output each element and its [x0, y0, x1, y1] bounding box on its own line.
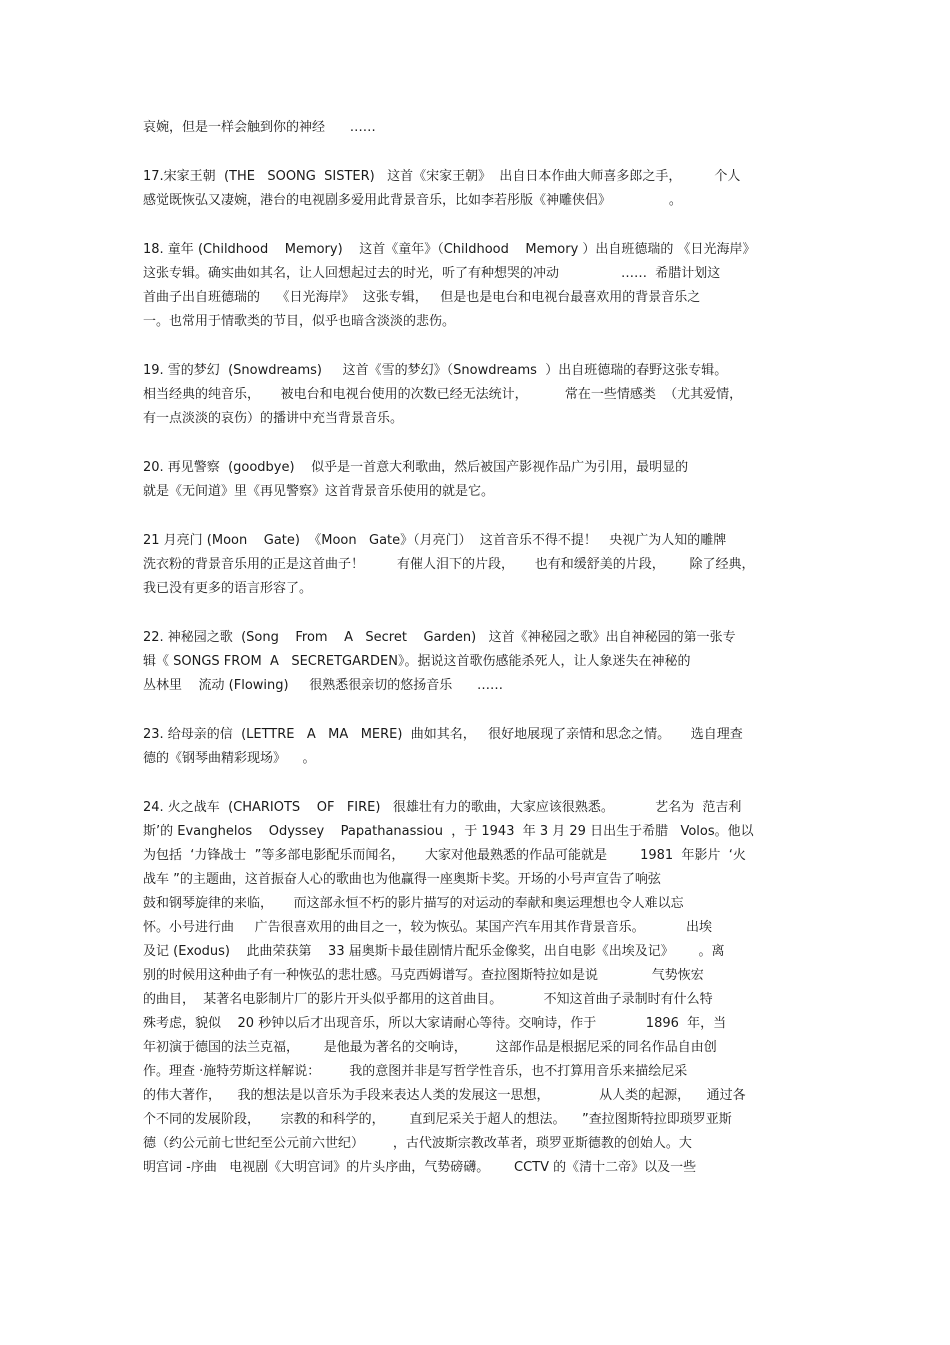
text-line: 殊考虑，貌似 20 秒钟以后才出现音乐，所以大家请耐心等待。交响诗，作于 1896 年，当 — [143, 1016, 727, 1031]
paragraph-18-childhood-memory — [143, 238, 808, 334]
text-line: 20. 再见警察 (goodbye) 似乎是一首意大利歌曲，然后被国产影视作品广为引用，最明显的 — [143, 460, 689, 475]
text-line: 战车 ”的主题曲，这首振奋人心的歌曲也为他赢得一座奥斯卡奖。开场的小号声宣告了响弦 — [143, 872, 661, 887]
paragraph-22-secret-garden — [143, 626, 808, 698]
text-line: 及记 (Exodus) 此曲荣获第 33 届奥斯卡最佳剧情片配乐金像奖，出自电影《出埃及记》 。离 — [143, 944, 725, 959]
text-line: 为包括 ‘力锋战士 ”等多部电影配乐而闻名， 大家对他最熟悉的作品可能就是 1981 年影片 ‘火 — [143, 848, 746, 863]
text-line: 一。也常用于情歌类的节目，似乎也暗含淡淡的悲伤。 — [143, 314, 456, 329]
text-line: 德的《钢琴曲精彩现场》 。 — [143, 751, 316, 766]
text-line: 相当经典的纯音乐， 被电台和电视台使用的次数已经无法统计， 常在一些情感类 （尤其爱情， — [143, 387, 743, 402]
text-line: 的伟大著作， 我的想法是以音乐为手段来表达人类的发展这一思想， 从人类的起源， 通过各 — [143, 1088, 746, 1103]
text-line: 德（约公元前七世纪至公元前六世纪） ，古代波斯宗教改革者，琐罗亚斯德教的创始人。大 — [143, 1136, 692, 1151]
text-line: 有一点淡淡的哀伤）的播讲中充当背景音乐。 — [143, 411, 404, 426]
text-line: 24. 火之战车 (CHARIOTS OF FIRE) 很雄壮有力的歌曲，大家应该很熟悉。 艺名为 范吉利 — [143, 800, 742, 815]
paragraph-19-snowdreams — [143, 359, 808, 431]
paragraph-23-lettre-a-ma-mere — [143, 723, 808, 771]
text-line: 21 月亮门 (Moon Gate) 《Moon Gate》（月亮门） 这首音乐不得不提！ 央视广为人知的雕牌 — [143, 533, 727, 548]
text-line: 19. 雪的梦幻 (Snowdreams) 这首《雪的梦幻》（Snowdreams ）出自班德瑞的春野这张专辑。 — [143, 363, 728, 378]
text-line: 22. 神秘园之歌 (Song From A Secret Garden) 这首《神秘园之歌》出自神秘园的第一张专 — [143, 630, 736, 645]
text-line: 辑《 SONGS FROM A SECRETGARDEN》。据说这首歌伤感能杀死人，让人象迷失在神秘的 — [143, 654, 691, 669]
text-line: 17.宋家王朝 (THE SOONG SISTER) 这首《宋家王朝》 出自日本作曲大师喜多郎之手， 个人 — [143, 169, 741, 184]
text-line: 这张专辑。确实曲如其名，让人回想起过去的时光，听了有种想哭的冲动 …… 希腊计划这 — [143, 266, 721, 281]
text-line: 斯’的 Evanghelos Odyssey Papathanassiou ，于 1943 年 3 月 29 日出生于希腊 Volos。他以 — [143, 824, 754, 839]
text-line: 23. 给母亲的信 (LETTRE A MA MERE) 曲如其名， 很好地展现了亲情和思念之情。 选自理查 — [143, 727, 743, 742]
document-body — [143, 116, 808, 1205]
paragraph-intro — [143, 116, 808, 140]
text-line: 个不同的发展阶段， 宗教的和科学的， 直到尼采关于超人的想法。 ”查拉图斯特拉即琐罗亚斯 — [143, 1112, 732, 1127]
text-line: 我已没有更多的语言形容了。 — [143, 581, 313, 596]
text-line: 年初演于德国的法兰克福， 是他最为著名的交响诗， 这部作品是根据尼采的同名作品自由创 — [143, 1040, 717, 1055]
text-line: 洗衣粉的背景音乐用的正是这首曲子！ 有催人泪下的片段， 也有和缓舒美的片段， 除了经典， — [143, 557, 755, 572]
paragraph-21-moon-gate — [143, 529, 808, 601]
text-line: 首曲子出自班德瑞的 《日光海岸》 这张专辑， 但是也是电台和电视台最喜欢用的背景音乐之 — [143, 290, 701, 305]
paragraph-17-soong-sisters — [143, 165, 808, 213]
text-line: 哀婉，但是一样会触到你的神经 …… — [143, 120, 376, 135]
text-line: 的曲目， 某著名电影制片厂的影片开头似乎都用的这首曲目。 不知这首曲子录制时有什么特 — [143, 992, 713, 1007]
text-line: 18. 童年 (Childhood Memory) 这首《童年》（Childhood Memory ）出自班德瑞的 《日光海岸》 — [143, 242, 756, 257]
text-line: 怀。小号进行曲 广告很喜欢用的曲目之一，较为恢弘。某国产汽车用其作背景音乐。 出埃 — [143, 920, 712, 935]
text-line: 鼓和钢琴旋律的来临， 而这部永恒不朽的影片描写的对运动的奉献和奥运理想也令人难以忘 — [143, 896, 684, 911]
paragraph-24-chariots-of-fire — [143, 796, 808, 1180]
text-line: 丛林里 流动 (Flowing) 很熟悉很亲切的悠扬音乐 …… — [143, 678, 504, 693]
paragraph-20-goodbye — [143, 456, 808, 504]
text-line: 别的时候用这种曲子有一种恢弘的悲壮感。马克西姆谱写。查拉图斯特拉如是说 气势恢宏 — [143, 968, 704, 983]
text-line: 感觉既恢弘又凄婉，港台的电视剧多爱用此背景音乐，比如李若彤版《神雕侠侣》 。 — [143, 193, 682, 208]
text-line: 明宫词 -序曲 电视剧《大明宫词》的片头序曲，气势磅礴。 CCTV 的《清十二帝》以及一些 — [143, 1160, 697, 1175]
text-line: 作。理查 ·施特劳斯这样解说： 我的意图并非是写哲学性音乐，也不打算用音乐来描绘尼采 — [143, 1064, 688, 1079]
text-line: 就是《无间道》里《再见警察》这首背景音乐使用的就是它。 — [143, 484, 495, 499]
